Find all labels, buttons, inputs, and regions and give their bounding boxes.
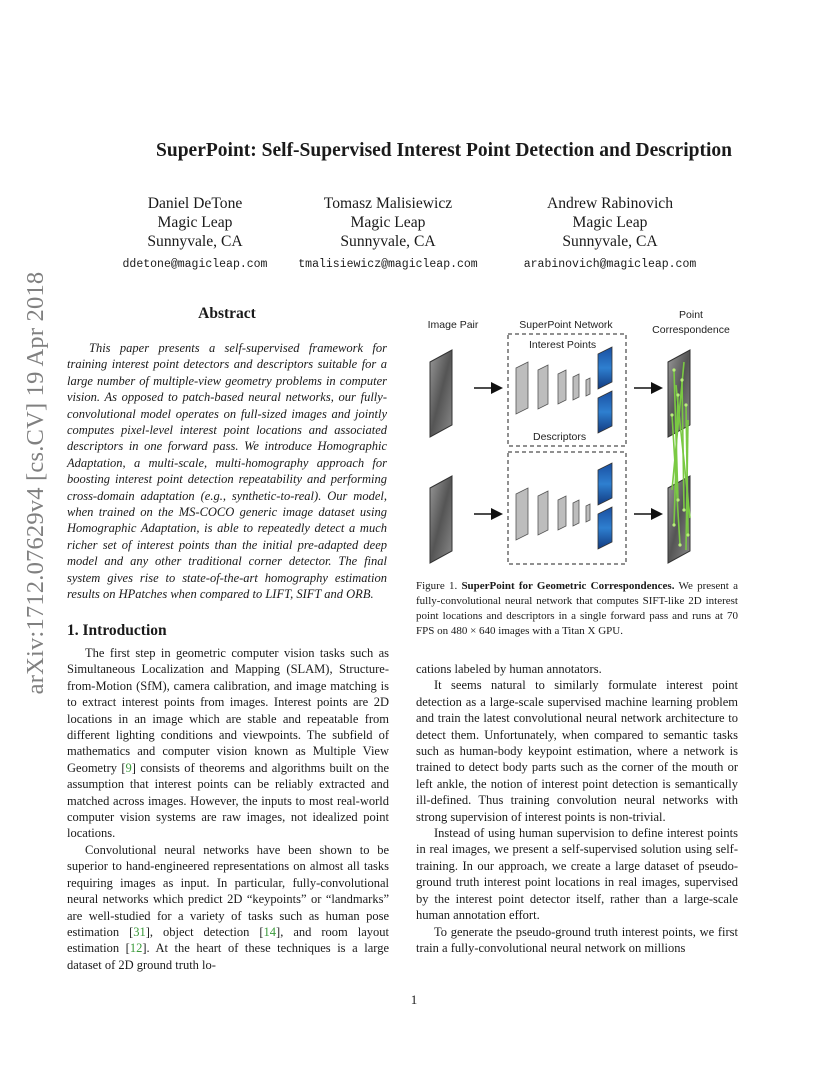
right-column [416, 661, 738, 956]
descriptor-map-bottom [598, 507, 612, 549]
label-image-pair: Image Pair [427, 319, 479, 331]
citation-link[interactable]: 9 [125, 760, 132, 775]
intro-paragraph-2: Convolutional neural networks have been shown to be superior to hand-engineered representations on almost all tasks requiring images as input. In particular, fully-convolutional neural networks which predict 2D “keypoints” or “landmarks” are well-studied for a variety of tasks such as human pose estimation [31], object detection [14], and room layout estimation [12]. At the heart of these techniques is a large dataset of 2D ground truth lo- [67, 842, 389, 972]
superpoint-diagram [416, 300, 738, 575]
intro-paragraph-5: To generate the pseudo-ground truth interest points, we first train a fully-convolutional neural network on millions [416, 924, 738, 955]
citation-link[interactable]: 31 [133, 924, 146, 939]
intro-paragraph-continued: cations labeled by human annotators. [416, 662, 602, 676]
left-column [67, 645, 389, 973]
citation-link[interactable]: 12 [129, 941, 143, 956]
author-name: Andrew Rabinovich [546, 195, 674, 212]
author-location: Sunnyvale, CA [562, 233, 658, 250]
author-affiliation: Magic Leap [572, 214, 648, 231]
interest-point-heatmap-bottom [598, 463, 612, 505]
author-email[interactable]: arabinovich@magicleap.com [523, 258, 697, 271]
descriptor-map-top [598, 391, 612, 433]
label-superpoint-network: SuperPoint Network [519, 319, 613, 331]
author-email[interactable]: ddetone@magicleap.com [122, 258, 268, 271]
figure-1 [416, 300, 738, 575]
figure-caption: Figure 1. SuperPoint for Geometric Correspondences. We present a fully-convolutional neural network that computes SIFT-like 2D interest point locations and descriptors in a single forward pass and runs at 70 FPS on 480 × 640 images with a Titan X GPU. [416, 580, 738, 637]
input-image-bottom [430, 476, 452, 563]
author-email[interactable]: tmalisiewicz@magicleap.com [298, 258, 478, 271]
abstract-text: This paper presents a self-supervised framework for training interest point detectors and descriptors suitable for a large number of multiple-view geometry problems in computer vision. As opposed to patch-based neural networks, our fully-convolutional model operates on full-sized images and jointly computes pixel-level interest point locations and associated descriptors in one forward pass. We introduce Homographic Adaptation, a multi-scale, multi-homography approach for boosting interest point detection repeatability and performing cross-domain adaptation (e.g., synthetic-to-real). Our model, when trained on the MS-COCO generic image dataset using Homographic Adaptation, is able to repeatedly detect a much richer set of interest points than the initial pre-adapted deep model and any other traditional corner detector. The final system gives rise to state-of-the-art homography estimation results on HPatches when compared to LIFT, SIFT and ORB. [67, 341, 387, 602]
input-image-top [430, 350, 452, 437]
encoder-layers-bottom [516, 488, 590, 540]
section-heading-introduction: 1. Introduction [67, 622, 167, 639]
citation-link[interactable]: 14 [263, 924, 277, 939]
author-3 [490, 194, 730, 273]
author-affiliation: Magic Leap [350, 214, 426, 231]
intro-paragraph-1: The first step in geometric computer vision tasks such as Simultaneous Localization and Mapping (SLAM), Structure-from-Motion (SfM), camera calibration, and image matching is to extract interest points from images. Interest points are 2D locations in an image which are stable and repeatable from different lighting conditions and viewpoints. The subfield of mathematics and computer vision known as Multiple View Geometry [9] consists of theorems and algorithms built on the assumption that interest points can be reliably extracted and matched across images. However, the inputs to most real-world computer vision systems are raw images, not idealized point locations. [67, 646, 389, 841]
author-name: Daniel DeTone [147, 195, 243, 212]
abstract-heading: Abstract [198, 305, 256, 322]
interest-point-heatmap-top [598, 347, 612, 389]
intro-paragraph-4: Instead of using human supervision to define interest points in real images, we present a self-supervised solution using self-training. In our approach, we create a large dataset of pseudo-ground truth interest point locations in real images, supervised by the interest point detector itself, rather than a large-scale human annotation effort. [416, 826, 738, 923]
intro-paragraph-3: It seems natural to similarly formulate interest point detection as a large-scale supervised machine learning problem and train the latest convolutional neural network architecture to detect them. Unfortunately, when compared to semantic tasks such as human-body keypoint estimation, where a network is trained to detect body parts such as the corner of the mouth or left ankle, the notion of interest point detection is semantically ill-defined. Thus training convolution neural networks with strong supervision of interest points is non-trivial. [416, 678, 738, 824]
author-location: Sunnyvale, CA [340, 233, 436, 250]
label-correspondence: Correspondence [652, 324, 730, 336]
author-location: Sunnyvale, CA [147, 233, 243, 250]
author-affiliation: Magic Leap [157, 214, 233, 231]
page-number: 1 [410, 992, 418, 1007]
arxiv-identifier: arXiv:1712.07629v4 [cs.CV] 19 Apr 2018 [22, 271, 49, 694]
author-name: Tomasz Malisiewicz [323, 195, 453, 212]
label-interest-points: Interest Points [529, 339, 597, 351]
encoder-layers-top [516, 362, 590, 414]
label-descriptors: Descriptors [533, 431, 587, 443]
paper-title: SuperPoint: Self-Supervised Interest Point Detection and Description [156, 140, 732, 161]
author-2 [268, 194, 508, 273]
label-point: Point [679, 309, 703, 321]
